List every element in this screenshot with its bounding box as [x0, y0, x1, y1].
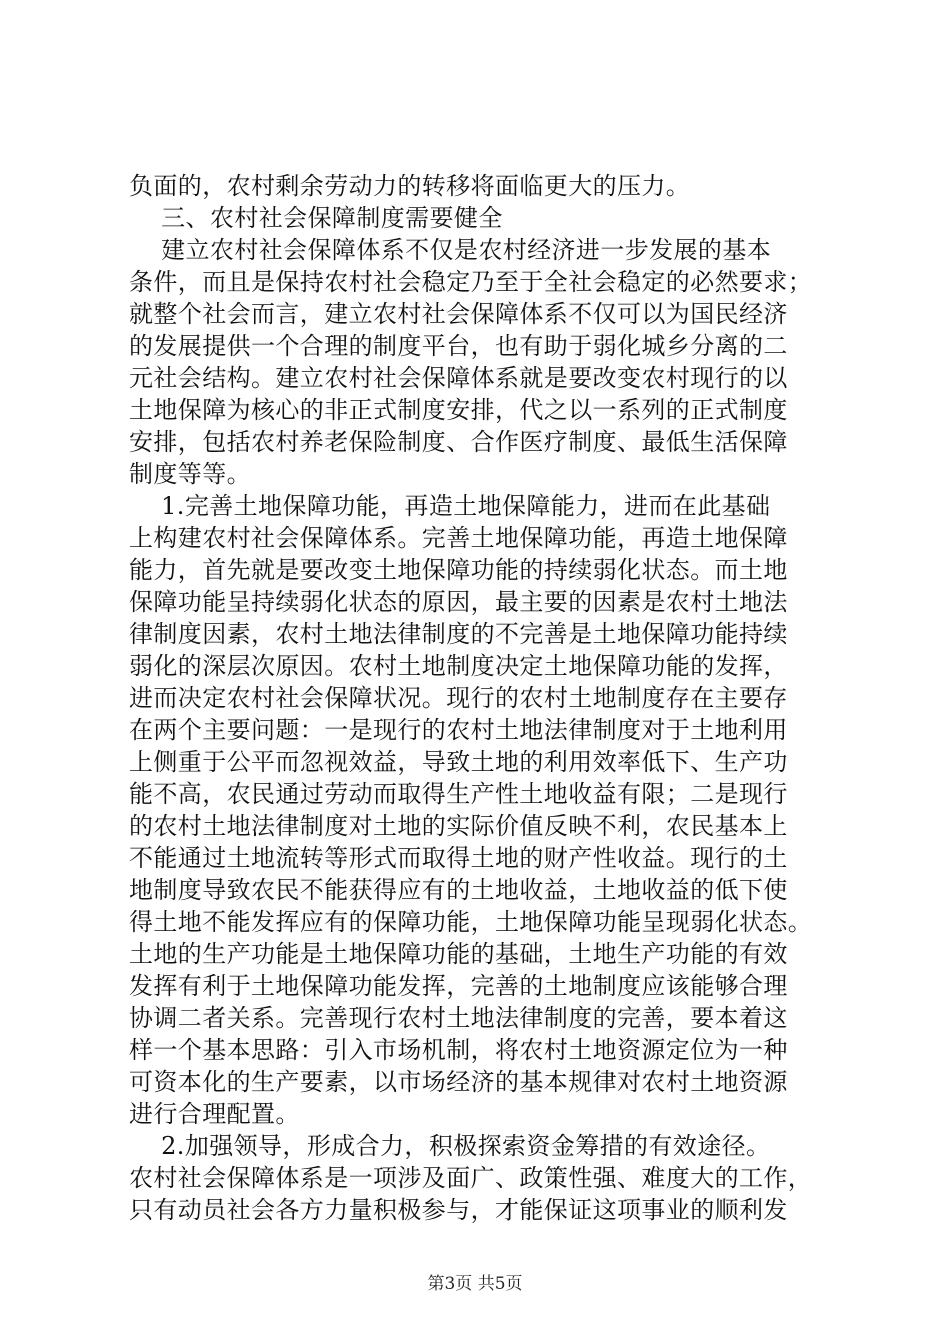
section-heading: 三、农村社会保障制度需要健全: [129, 204, 503, 232]
page-number-footer: 第3页 共5页: [427, 1274, 523, 1294]
text-line: 土地的生产功能是土地保障功能的基础，土地生产功能的有效: [129, 940, 788, 968]
text-line: 只有动员社会各方力量积极参与，才能保证这项事业的顺利发: [129, 1196, 788, 1224]
text-line: 2.加强领导，形成合力，积极探索资金筹措的有效途径。: [129, 1132, 771, 1160]
text-line: 制度等等。: [129, 460, 251, 488]
text-line: 在两个主要问题：一是现行的农村土地法律制度对于土地利用: [129, 716, 788, 744]
text-line: 上侧重于公平而忽视效益，导致土地的利用效率低下、生产功: [129, 748, 788, 776]
text-line: 条件，而且是保持农村社会稳定乃至于全社会稳定的必然要求；: [129, 268, 813, 296]
text-line: 就整个社会而言，建立农村社会保障体系不仅可以为国民经济: [129, 300, 788, 328]
text-line: 安排，包括农村养老保险制度、合作医疗制度、最低生活保障: [129, 428, 788, 456]
text-line: 保障功能呈持续弱化状态的原因，最主要的因素是农村土地法: [129, 588, 788, 616]
text-line: 弱化的深层次原因。农村土地制度决定土地保障功能的发挥，: [129, 652, 788, 680]
text-line: 的发展提供一个合理的制度平台，也有助于弱化城乡分离的二: [129, 332, 788, 360]
text-line: 负面的，农村剩余劳动力的转移将面临更大的压力。: [129, 172, 691, 200]
text-line: 地制度导致农民不能获得应有的土地收益，土地收益的低下使: [129, 876, 788, 904]
text-line: 建立农村社会保障体系不仅是农村经济进一步发展的基本: [129, 236, 772, 264]
text-line: 进行合理配置。: [129, 1100, 300, 1128]
text-line: 农村社会保障体系是一项涉及面广、政策性强、难度大的工作，: [129, 1164, 813, 1192]
text-line: 律制度因素，农村土地法律制度的不完善是土地保障功能持续: [129, 620, 788, 648]
text-line: 元社会结构。建立农村社会保障体系就是要改变农村现行的以: [129, 364, 788, 392]
text-line: 土地保障为核心的非正式制度安排，代之以一系列的正式制度: [129, 396, 788, 424]
text-line: 得土地不能发挥应有的保障功能，土地保障功能呈现弱化状态。: [129, 908, 813, 936]
text-line: 可资本化的生产要素，以市场经济的基本规律对农村土地资源: [129, 1068, 788, 1096]
text-line: 样一个基本思路：引入市场机制，将农村土地资源定位为一种: [129, 1036, 788, 1064]
body-text: [129, 170, 829, 1226]
text-line: 进而决定农村社会保障状况。现行的农村土地制度存在主要存: [129, 684, 788, 712]
text-line: 不能通过土地流转等形式而取得土地的财产性收益。现行的土: [129, 844, 788, 872]
text-line: 发挥有利于土地保障功能发挥，完善的土地制度应该能够合理: [129, 972, 788, 1000]
text-line: 协调二者关系。完善现行农村土地法律制度的完善，要本着这: [129, 1004, 788, 1032]
text-line: 的农村土地法律制度对土地的实际价值反映不利，农民基本上: [129, 812, 788, 840]
text-line: 上构建农村社会保障体系。完善土地保障功能，再造土地保障: [129, 524, 788, 552]
text-line: 能不高，农民通过劳动而取得生产性土地收益有限；二是现行: [129, 780, 788, 808]
text-line: 能力，首先就是要改变土地保障功能的持续弱化状态。而土地: [129, 556, 788, 584]
text-line: 1.完善土地保障功能，再造土地保障能力，进而在此基础: [129, 492, 771, 520]
